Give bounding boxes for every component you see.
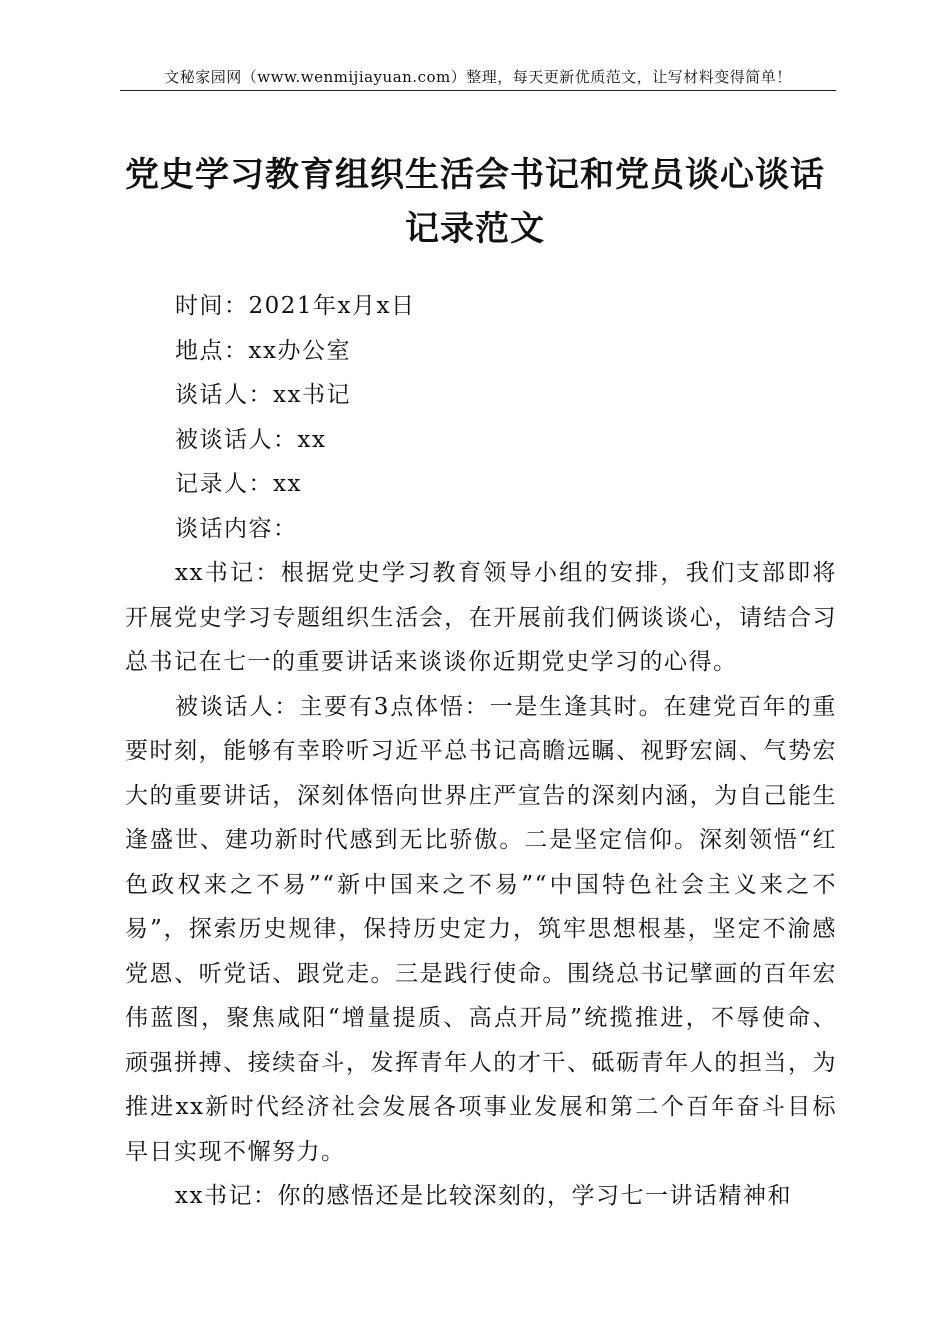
content-label: 谈话内容： [175, 515, 298, 542]
meeting-time: 时间：2021年x月x日 [175, 293, 416, 319]
paragraph-secretary-2: xx书记：你的感悟还是比较深刻的，学习七一讲话精神和 [175, 1183, 792, 1209]
title-line-2: 记录范文 [405, 209, 545, 249]
page-header [120, 64, 836, 91]
meeting-place: 地点：xx办公室 [175, 337, 351, 364]
paragraph-secretary-1: xx书记：根据党史学习教育领导小组的安排，我们支部即将开展党史学习专题组织生活会，在开展前我们俩谈谈心，请结合习总书记在七一的重要讲话来谈谈你近期党史学习的心得。 [125, 560, 837, 675]
conversation [125, 551, 837, 1219]
header-text: 文秘家园网（www.wenmijiayuan.com）整理，每天更新优质范文，让写材料变得简单！ [164, 68, 792, 86]
meeting-recorder: 记录人：xx [175, 471, 302, 497]
meeting-interviewee: 被谈话人：xx [175, 426, 327, 453]
document-body [125, 284, 837, 1219]
document-title [90, 148, 860, 256]
title-line-1: 党史学习教育组织生活会书记和党员谈心谈话 [125, 155, 825, 195]
meeting-info [125, 284, 837, 551]
meeting-speaker: 谈话人：xx书记 [175, 382, 351, 408]
paragraph-interviewee-1: 被谈话人：主要有3点体悟：一是生逢其时。在建党百年的重要时刻，能够有幸聆听习近平总书记高瞻远瞩、视野宏阔、气势宏大的重要讲话，深刻体悟向世界庄严宣告的深刻内涵，为自己能生逢盛世、建功新时代感到无比骄傲。二是坚定信仰。深刻领悟“红色政权来之不易”“新中国来之不易”“中国特色社会主义来之不易”，探索历史规律，保持历史定力，筑牢思想根基，坚定不渝感党恩、听党话、跟党走。三是践行使命。围绕总书记擘画的百年宏伟蓝图，聚焦咸阳“增量提质、高点开局”统揽推进，不辱使命、顽强拼搏、接续奋斗，发挥青年人的才干、砥砺青年人的担当，为推进xx新时代经济社会发展各项事业发展和第二个百年奋斗目标早日实现不懈努力。 [125, 693, 837, 1165]
